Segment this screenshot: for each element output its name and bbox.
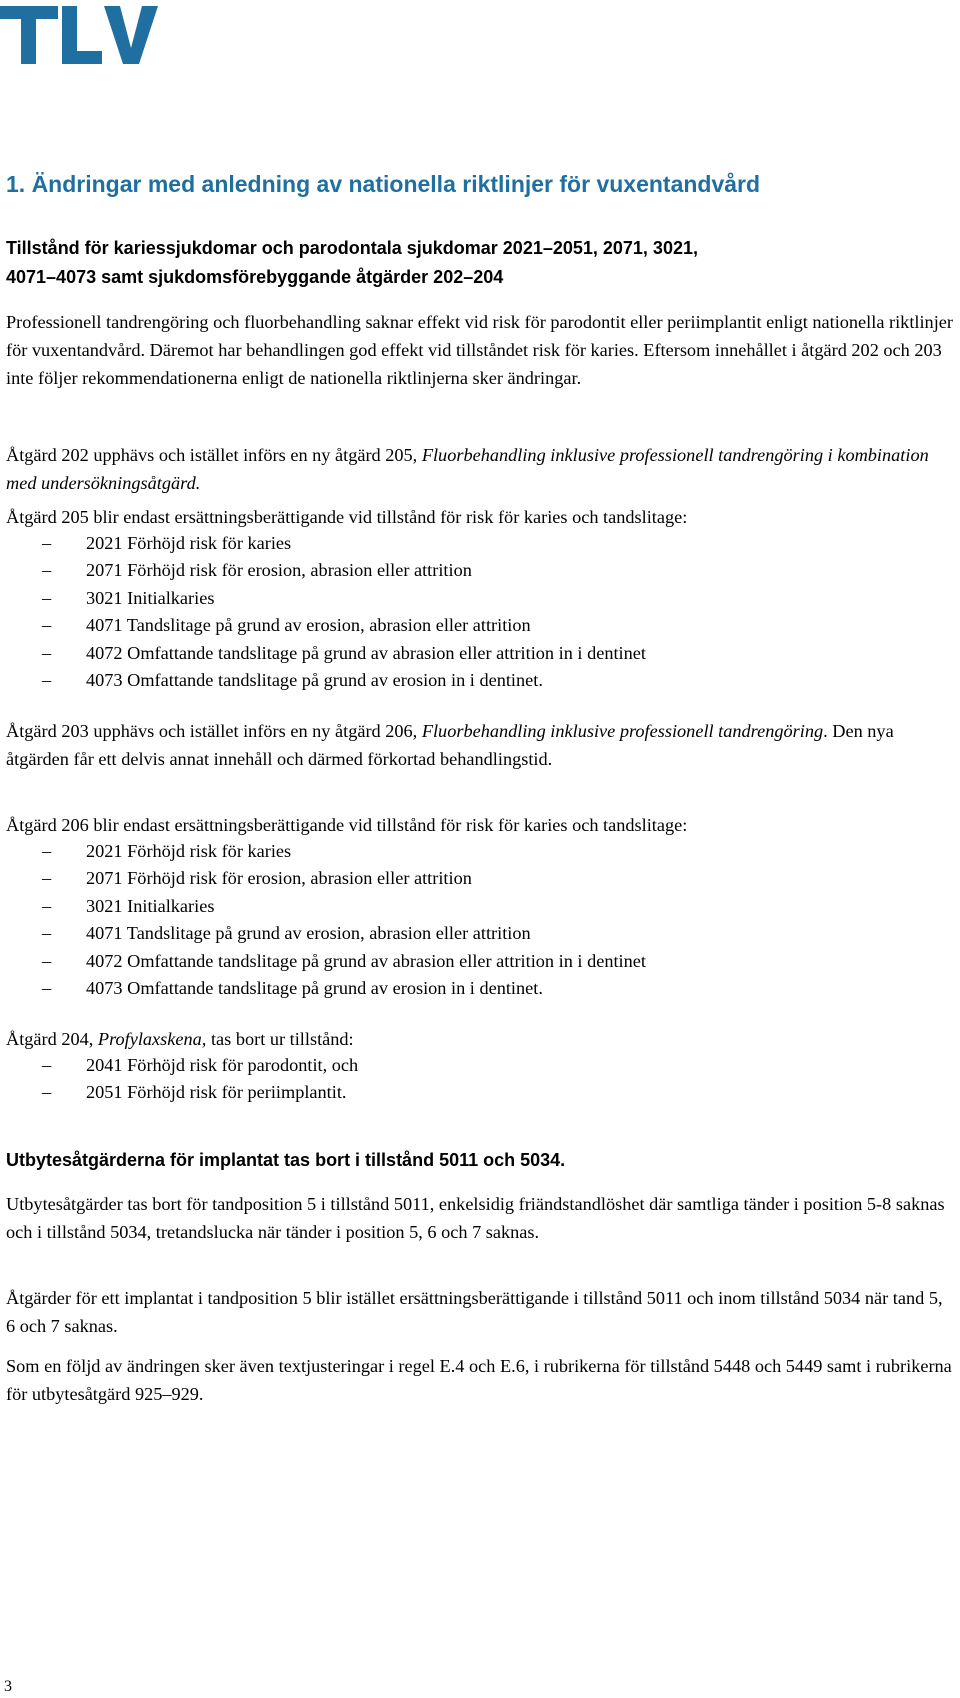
list-item — [6, 865, 954, 892]
list-item-text: 2021 Förhöjd risk för karies — [86, 841, 292, 861]
paragraph-atgard-203-end: . Den nya åtgärden får ett delvis annat innehåll och därmed förkortad behandlingstid. — [6, 721, 894, 769]
dash-bullet: – — [42, 587, 52, 608]
paragraph-atgard-204-end: tas bort ur tillstånd: — [206, 1029, 354, 1049]
list-item-text: 2021 Förhöjd risk för karies — [86, 533, 292, 553]
section-title-implantat: Utbytesåtgärderna för implantat tas bort i tillstånd 5011 och 5034. — [6, 1150, 566, 1170]
list-item — [6, 667, 954, 694]
paragraph-utbytesatgarder: Utbytesåtgärder tas bort för tandposition 5 i tillstånd 5011, enkelsidig friändstandlöshet där samtliga tänder i position 5-8 saknas och i tillstånd 5034, tretandslucka när tänder i position 5, 6 och 7 saknas. — [6, 1194, 945, 1242]
section-title-line-2: 4071–4073 samt sjukdomsförebyggande åtgärder 202–204 — [6, 267, 504, 287]
dash-bullet: – — [42, 642, 52, 663]
list-item-text: 4073 Omfattande tandslitage på grund av erosion in i dentinet. — [86, 670, 543, 691]
dash-bullet: – — [42, 978, 52, 999]
list-item — [6, 612, 954, 639]
paragraph-intro: Professionell tandrengöring och fluorbehandling saknar effekt vid risk för parodontit eller periimplantit enligt nationella riktlinjer för vuxentandvård. Däremot har behandlingen god effekt vid tillståndet risk för karies. Eftersom innehållet i åtgärd 202 och 203 inte följer rekommendationerna enligt de nationella riktlinjerna sker ändringar. — [6, 312, 953, 388]
paragraph-atgard-206-name: Fluorbehandling inklusive professionell tandrengöring — [421, 721, 824, 741]
list-atgard-204 — [6, 1052, 954, 1107]
list-item-text: 2041 Förhöjd risk för parodontit, och — [86, 1055, 359, 1075]
paragraph-atgard-205-name: Fluorbehandling inklusive professionell tandrengöring i kombination med undersökningsåtgärd. — [6, 445, 929, 493]
list-item-text: 2071 Förhöjd risk för erosion, abrasion eller attrition — [86, 868, 472, 889]
paragraph-atgard-204 — [6, 1025, 954, 1053]
tlv-logo — [0, 0, 158, 72]
paragraph-textjusteringar: Som en följd av ändringen sker även textjusteringar i regel E.4 och E.6, i rubrikerna för tillstånd 5448 och 5449 samt i rubrikerna för utbytesåtgärd 925–929. — [6, 1356, 952, 1404]
paragraph-atgard-203-text: Åtgärd 203 upphävs och istället införs en ny åtgärd 206, — [6, 721, 422, 741]
list-item — [6, 640, 954, 667]
list-item — [6, 975, 954, 1002]
page-heading: 1. Ändringar med anledning av nationella riktlinjer för vuxentandvård — [6, 171, 761, 197]
list-item-text: 3021 Initialkaries — [86, 895, 215, 916]
paragraph-implantat: Åtgärder för ett implantat i tandposition 5 blir istället ersättningsberättigande i tillstånd 5011 och inom tillstånd 5034 när tand 5, 6 och 7 saknas. — [6, 1288, 943, 1336]
list-atgard-206 — [6, 838, 954, 1002]
dash-bullet: – — [42, 533, 52, 553]
paragraph-atgard-202-text: Åtgärd 202 upphävs och istället införs en ny åtgärd 205, — [6, 445, 422, 465]
paragraph-atgard-204-text: Åtgärd 204, — [6, 1029, 98, 1049]
dash-bullet: – — [42, 841, 52, 861]
list-item — [6, 920, 954, 947]
section-title-line-1: Tillstånd för kariessjukdomar och parodontala sjukdomar 2021–2051, 2071, 3021, — [6, 238, 698, 258]
page-number: 3 — [4, 1678, 12, 1695]
list-item — [6, 1079, 954, 1106]
list-item-text: 3021 Initialkaries — [86, 587, 215, 608]
list-item-text: 2071 Förhöjd risk för erosion, abrasion eller attrition — [86, 560, 472, 581]
list-item-text: 4071 Tandslitage på grund av erosion, abrasion eller attrition — [86, 923, 531, 944]
list-item-text: 4073 Omfattande tandslitage på grund av erosion in i dentinet. — [86, 978, 543, 999]
dash-bullet: – — [42, 615, 52, 636]
list-item — [6, 1052, 954, 1079]
dash-bullet: – — [42, 1082, 52, 1103]
paragraph-atgard-205: Åtgärd 205 blir endast ersättningsberättigande vid tillstånd för risk för karies och tandslitage: — [6, 507, 688, 527]
list-item-text: 2051 Förhöjd risk för periimplantit. — [86, 1082, 347, 1103]
paragraph-atgard-202 — [6, 441, 954, 497]
dash-bullet: – — [42, 868, 52, 889]
paragraph-atgard-204-name: Profylaxskena, — [97, 1029, 207, 1049]
dash-bullet: – — [42, 1055, 52, 1075]
list-item — [6, 893, 954, 920]
list-item — [6, 838, 954, 865]
dash-bullet: – — [42, 950, 52, 971]
list-item-text: 4072 Omfattande tandslitage på grund av abrasion eller attrition in i dentinet — [86, 642, 646, 663]
dash-bullet: – — [42, 895, 52, 916]
dash-bullet: – — [42, 560, 52, 581]
paragraph-atgard-206: Åtgärd 206 blir endast ersättningsberättigande vid tillstånd för risk för karies och tandslitage: — [6, 815, 688, 835]
list-item — [6, 585, 954, 612]
list-item-text: 4072 Omfattande tandslitage på grund av abrasion eller attrition in i dentinet — [86, 950, 646, 971]
list-atgard-205 — [6, 530, 954, 694]
dash-bullet: – — [42, 670, 52, 691]
paragraph-atgard-203 — [6, 717, 954, 773]
list-item — [6, 530, 954, 557]
dash-bullet: – — [42, 923, 52, 944]
section-title-caries — [6, 234, 946, 292]
list-item-text: 4071 Tandslitage på grund av erosion, abrasion eller attrition — [86, 615, 531, 636]
list-item — [6, 948, 954, 975]
list-item — [6, 557, 954, 584]
